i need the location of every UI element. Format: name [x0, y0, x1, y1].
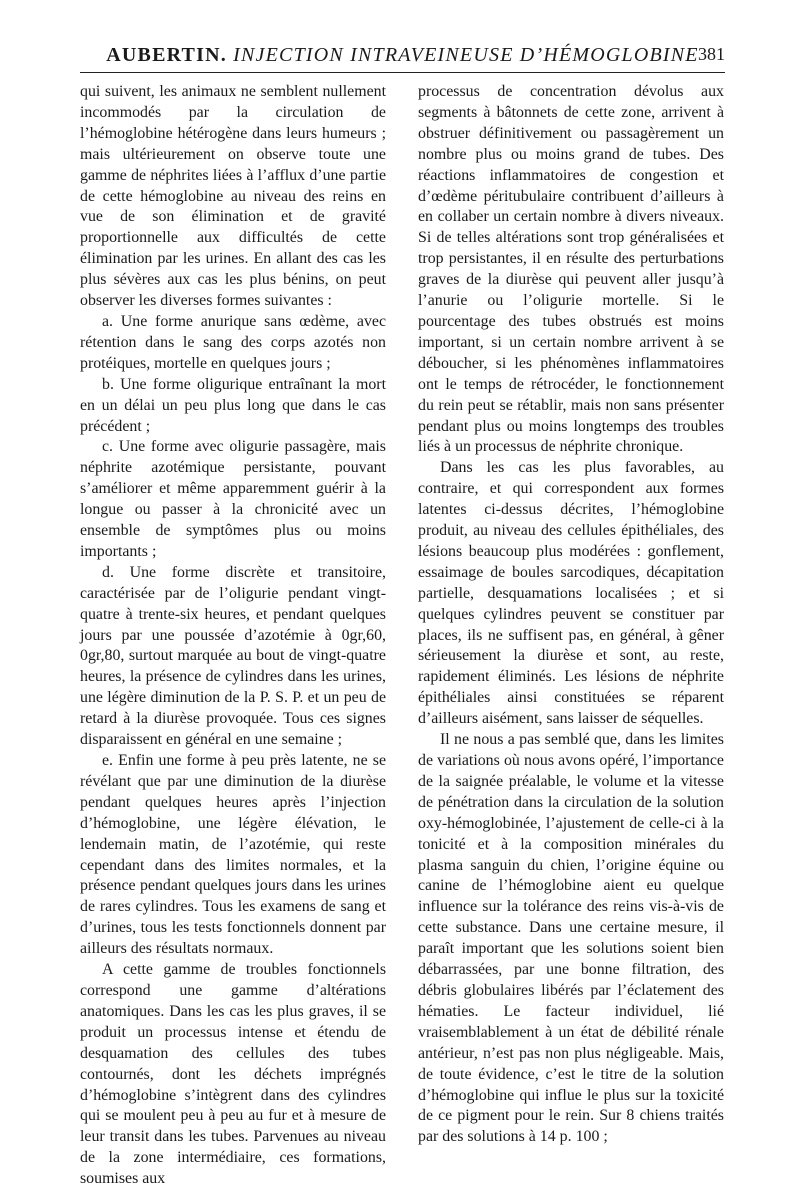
list-item-d: d. Une forme discrète et transitoire, caractérisée par de l’oligurie pendant vingt-quatre à trente-six heures, et pendant quelques jours par une poussée d’azotémie à 0gr,60, 0gr,80, surtout marquée au bout de vingt-quatre heures, la présence de cylindres dans les urines, une légère diminution de la P. S. P. et un peu de retard à la diurèse provoquée. Tous ces signes disparaissent en général en une semaine ; — [80, 563, 386, 749]
paragraph: processus de concentration dévolus aux segments à bâtonnets de cette zone, arrivent à obstruer définitivement ou passagèrement un nombre plus ou moins grand de tubes. Des réactions inflammatoires de congestion et d’œdème péritubulaire contribuent d’ailleurs à en collaber un certain nombre à divers niveaux. Si de telles altérations sont trop généralisées et trop persistantes, il en résulte des perturbations graves de la diurèse qui peuvent aller jusqu’à l’anurie ou l’oligurie mortelle. Si le pourcentage des tubes obstrués est moins important, si un certain nombre arrivent à se déboucher, si les phénomènes inflammatoires ont le temps de rétrocéder, le fonctionnement du rein peut se rétablir, mais non sans présenter pendant plus ou moins longtemps des troubles liés à un processus de néphrite chronique. — [418, 83, 724, 456]
paragraph: Il ne nous a pas semblé que, dans les limites de variations où nous avons opéré, l’importance de la saignée préalable, le volume et la vitesse de pénétration dans la circulation de la solution oxy-hémoglobinée, l’ajustement de celle-ci à la tonicité et à la composition minérales du plasma sanguin du chien, l’origine équine ou canine de l’hémoglobine aient eu quelque influence sur la tolérance des reins vis-à-vis de cette substance. Dans une certaine mesure, il paraît important que les solutions soient bien débarrassées, par une bonne filtration, des débris globulaires libérés par l’éclatement des hématies. Le facteur individuel, lié vraisemblablement à un état de débilité rénale antérieur, n’est pas non plus négligeable. Mais, de toute évidence, c’est le titre de la solution d’hémoglobine qui influe le plus sur la toxicité de ce pigment pour le rein. Sur 8 chiens traités par des solutions à 14 p. 100 ; — [418, 731, 724, 1146]
running-head — [80, 44, 725, 67]
paragraph: Dans les cas les plus favorables, au contraire, et qui correspondent aux formes latentes ci-dessus décrites, l’hémoglobine produit, au niveau des cellules épithéliales, des lésions beaucoup plus modérées : gonflement, essaimage de boules sarcodiques, décapitation partielle, desquamations localisées ; et si quelques cylindres peuvent se constituer par places, ils ne suffisent pas, en général, à gêner sérieusement la diurèse et sont, au reste, rapidement éliminés. Les lésions de néphrite épithéliales ainsi constituées se réparent d’ailleurs aisément, sans laisser de séquelles. — [418, 459, 724, 728]
paragraph: qui suivent, les animaux ne semblent nullement incommodés par la circulation de l’hémoglobine hétérogène dans leurs humeurs ; mais ultérieurement on observe toute une gamme de néphrites liées à l’afflux d’une partie de cette hémoglobine au niveau des reins en vue de son élimination et de gravité proportionnelle aux difficultés de cette élimination par les urines. En allant des cas les plus sévères aux cas les plus bénins, on peut observer les diverses formes suivantes : — [80, 83, 386, 310]
list-item-e: e. Enfin une forme à peu près latente, ne se révélant que par une diminution de la diurèse pendant quelques heures après l’injection d’hémoglobine, une légère élévation, le lendemain matin, de l’azotémie, qui reste cependant dans des limites normales, et la présence pendant quelques jours dans les urines de rares cylindres. Tous les examens de sang et d’urines, tous les tests fonctionnels donnent par ailleurs des résultats normaux. — [80, 752, 386, 958]
right-column — [418, 82, 724, 1148]
list-item-a: a. Une forme anurique sans œdème, avec rétention dans le sang des corps azotés non protéiques, mortelle en quelques jours ; — [80, 312, 386, 372]
left-column — [80, 82, 386, 1190]
header-title: INJECTION INTRAVEINEUSE D’HÉMOGLOBINE — [233, 44, 699, 66]
list-item-c: c. Une forme avec oligurie passagère, mais néphrite azotémique persistante, pouvant s’améliorer et même apparemment guérir à la longue ou passer à la chronicité avec un ensemble de symptômes plus ou moins importants ; — [80, 438, 386, 560]
header-author: AUBERTIN. — [106, 44, 227, 66]
list-item-b: b. Une forme oligurique entraînant la mort en un délai un peu plus long que dans le cas précédent ; — [80, 375, 386, 435]
page-number: 381 — [698, 44, 725, 64]
running-header — [80, 44, 725, 73]
paragraph: A cette gamme de troubles fonctionnels correspond une gamme d’altérations anatomiques. Dans les cas les plus graves, il se produit un processus intense et étendu de desquamation des cellules des tubes contournés, dont les déchets imprégnés d’hémoglobine s’intègrent dans des cylindres qui se moulent peu à peu au fur et à mesure de leur transit dans les tubes. Parvenues au niveau de la zone intermédiaire, ces formations, soumises aux — [80, 961, 386, 1188]
